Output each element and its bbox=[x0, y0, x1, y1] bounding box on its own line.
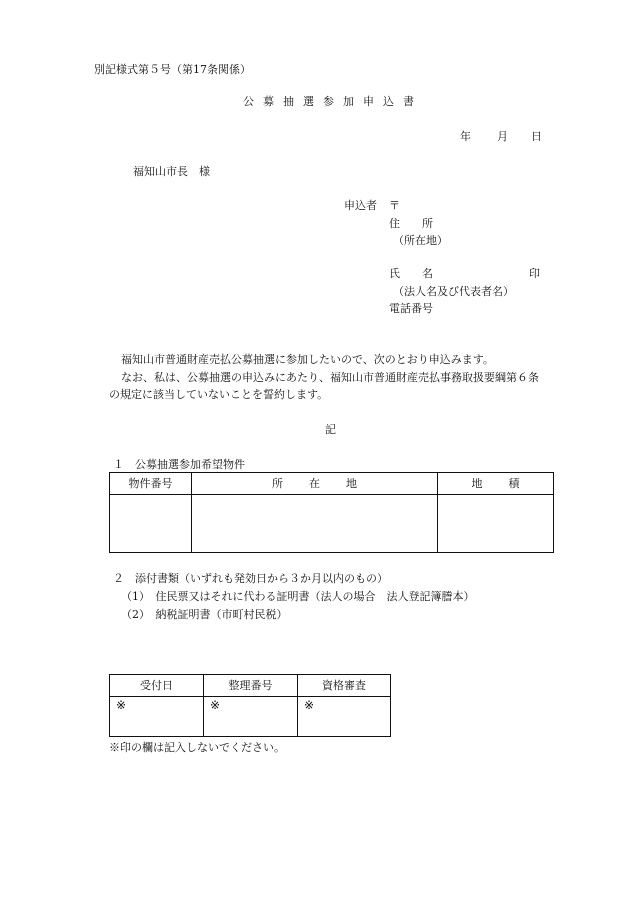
seal-mark: 印 bbox=[529, 267, 540, 280]
col-location: 所在地 bbox=[192, 473, 438, 495]
qualification-review-mark: ※ bbox=[298, 697, 391, 737]
col-area: 地積 bbox=[438, 473, 554, 495]
area-cell[interactable] bbox=[438, 495, 554, 553]
date-year: 年 bbox=[460, 130, 471, 143]
paragraph-2-line-1: なお、私は、公募抽選の申込みにあたり、福知山市普通財産売払事務取扱要綱第６条 bbox=[121, 371, 539, 384]
col-reference-number: 整理番号 bbox=[204, 675, 298, 697]
col-qualification-review: 資格審査 bbox=[298, 675, 391, 697]
attachment-item-2: （2） 納税証明書（市町村民税） bbox=[121, 608, 288, 621]
property-table bbox=[109, 472, 554, 553]
reference-number-mark: ※ bbox=[204, 697, 298, 737]
table-row bbox=[110, 495, 554, 553]
attachment-item-1: （1） 住民票又はそれに代わる証明書（法人の場合 法人登記簿謄本） bbox=[121, 590, 475, 603]
address-label: 住 所 bbox=[389, 217, 433, 230]
table-row bbox=[110, 697, 391, 737]
reception-date-mark: ※ bbox=[110, 697, 204, 737]
form-title: 公募抽選参加申込書 bbox=[243, 95, 423, 108]
form-number: 別記様式第５号（第17条関係） bbox=[94, 63, 251, 76]
location-cell[interactable] bbox=[192, 495, 438, 553]
col-property-number: 物件番号 bbox=[110, 473, 192, 495]
addressee: 福知山市長 様 bbox=[133, 165, 210, 178]
location-note: （所在地） bbox=[393, 234, 448, 247]
date-month: 月 bbox=[497, 130, 508, 143]
paragraph-1: 福知山市普通財産売払公募抽選に参加したいので、次のとおり申込みます。 bbox=[121, 353, 494, 366]
corp-note: （法人名及び代表者名） bbox=[393, 285, 514, 298]
office-table-header bbox=[110, 675, 391, 697]
date-day: 日 bbox=[531, 130, 542, 143]
property-table-header bbox=[110, 473, 554, 495]
paragraph-2-line-2: の規定に該当していないことを誓約します。 bbox=[109, 388, 329, 401]
name-label: 氏 名 bbox=[389, 267, 433, 280]
property-number-cell[interactable] bbox=[110, 495, 192, 553]
postal-mark: 〒 bbox=[389, 199, 400, 212]
col-reception-date: 受付日 bbox=[110, 675, 204, 697]
section2-heading: ２ 添付書類（いずれも発効日から３か月以内のもの） bbox=[113, 572, 388, 585]
section1-heading: １ 公募抽選参加希望物件 bbox=[113, 458, 245, 471]
applicant-label: 申込者 bbox=[344, 199, 377, 212]
phone-label: 電話番号 bbox=[389, 302, 433, 315]
office-use-note: ※印の欄は記入しないでください。 bbox=[109, 741, 285, 754]
office-use-table bbox=[109, 674, 391, 737]
ki-label: 記 bbox=[325, 423, 336, 436]
